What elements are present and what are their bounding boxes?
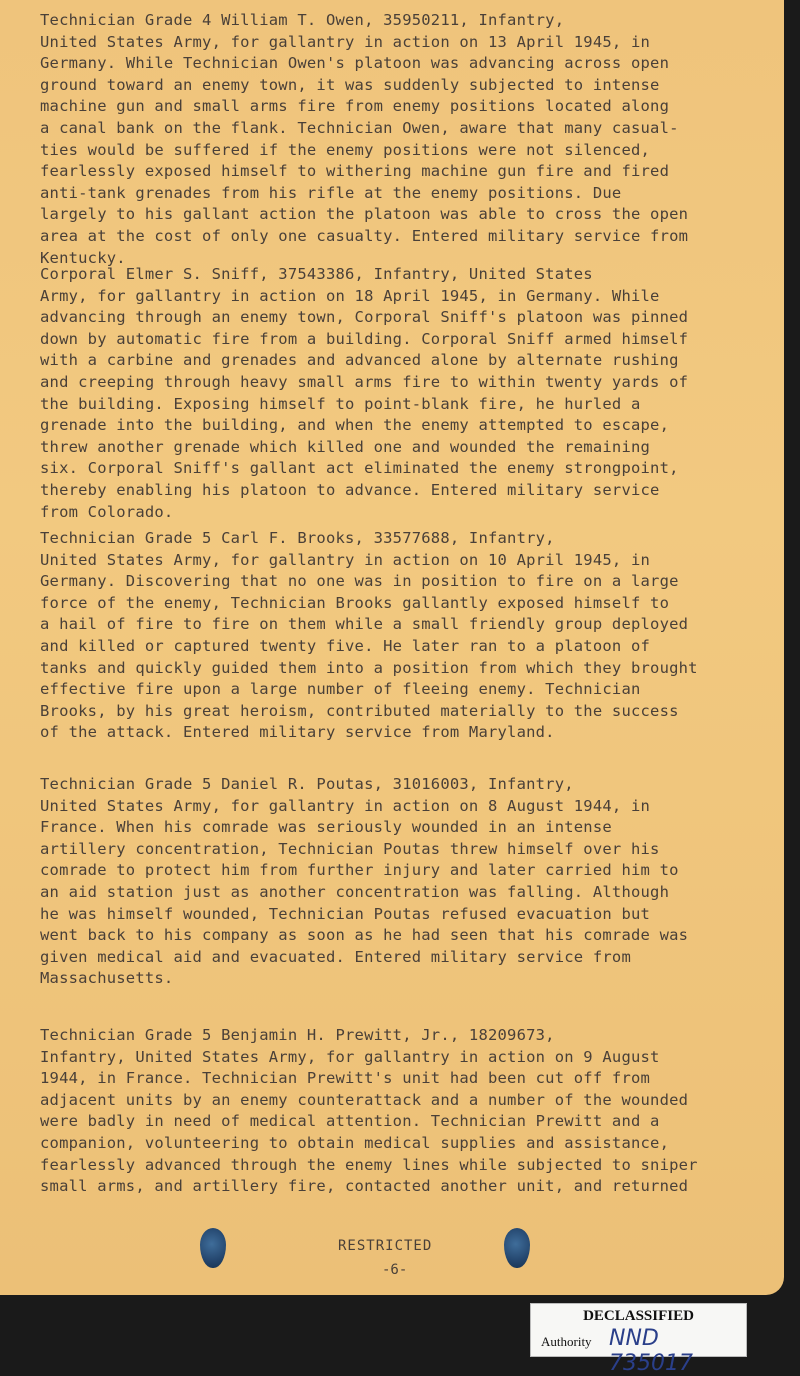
punch-hole-left (200, 1228, 226, 1268)
citation-paragraph-poutas: Technician Grade 5 Daniel R. Poutas, 31016003, Infantry, United States Army, for gallantry in action on 8 August 1944, in France. When his comrade was seriously wounded in an intense artillery concentration, Technician Poutas threw himself over his comrade to protect him from further injury and later carried him to an aid station just as another concentration was falling. Although he was himself wounded, Technician Poutas refused evacuation but went back to his company as soon as he had seen that his comrade was given medical aid and evacuated. Entered military service from Massachusetts. (40, 775, 689, 988)
citation-paragraph-prewitt: Technician Grade 5 Benjamin H. Prewitt, Jr., 18209673, Infantry, United States Army, for gallantry in action on 9 August 1944, in France. Technician Prewitt's unit had been cut off from adjacent units by an enemy counterattack and a number of the wounded were badly in need of medical attention. Technician Prewitt and a companion, volunteering to obtain medical supplies and assistance, fearlessly advanced through the enemy lines while subjected to sniper small arms, and artillery fire, contacted another unit, and returned (40, 1026, 698, 1196)
stamp-authority-label: Authority (541, 1334, 592, 1349)
page-number: -6- (382, 1262, 408, 1278)
punch-hole-right (504, 1228, 530, 1268)
classification-marking: RESTRICTED (338, 1238, 433, 1254)
stamp-title: DECLASSIFIED (583, 1308, 694, 1324)
stamp-authority-code: NND 735017 (609, 1326, 693, 1376)
citation-paragraph-owen: Technician Grade 4 William T. Owen, 35950211, Infantry, United States Army, for gallantry in action on 13 April 1945, in Germany. While Technician Owen's platoon was advancing across open ground toward an enemy town, it was suddenly subjected to intense machine gun and small arms fire from enemy positions located along a canal bank on the flank. Technician Owen, aware that many casual- ties would be suffered if the enemy positions were not silenced, fearlessly exposed himself to withering machine gun fire and fired anti-tank grenades from his rifle at the enemy positions. Due largely to his gallant action the platoon was able to cross the open area at the cost of only one casualty. Entered military service from Kentucky. (40, 11, 689, 267)
citation-paragraph-sniff: Corporal Elmer S. Sniff, 37543386, Infantry, United States Army, for gallantry in action on 18 April 1945, in Germany. While advancing through an enemy town, Corporal Sniff's platoon was pinned down by automatic fire from a building. Corporal Sniff armed himself with a carbine and grenades and advanced alone by alternate rushing and creeping through heavy small arms fire to within twenty yards of the building. Exposing himself to point-blank fire, he hurled a grenade into the building, and when the enemy attempted to escape, threw another grenade which killed one and wounded the remaining six. Corporal Sniff's gallant act eliminated the enemy strongpoint, thereby enabling his platoon to advance. Entered military service from Colorado. (40, 265, 689, 521)
declassified-stamp (530, 1303, 747, 1376)
citation-paragraph-brooks: Technician Grade 5 Carl F. Brooks, 33577688, Infantry, United States Army, for gallantry in action on 10 April 1945, in Germany. Discovering that no one was in position to fire on a large force of the enemy, Technician Brooks gallantly exposed himself to a hail of fire to fire on them while a small friendly group deployed and killed or captured twenty five. He later ran to a platoon of tanks and quickly guided them into a position from which they brought effective fire upon a large number of fleeing enemy. Technician Brooks, by his great heroism, contributed materially to the success of the attack. Entered military service from Maryland. (40, 529, 698, 742)
